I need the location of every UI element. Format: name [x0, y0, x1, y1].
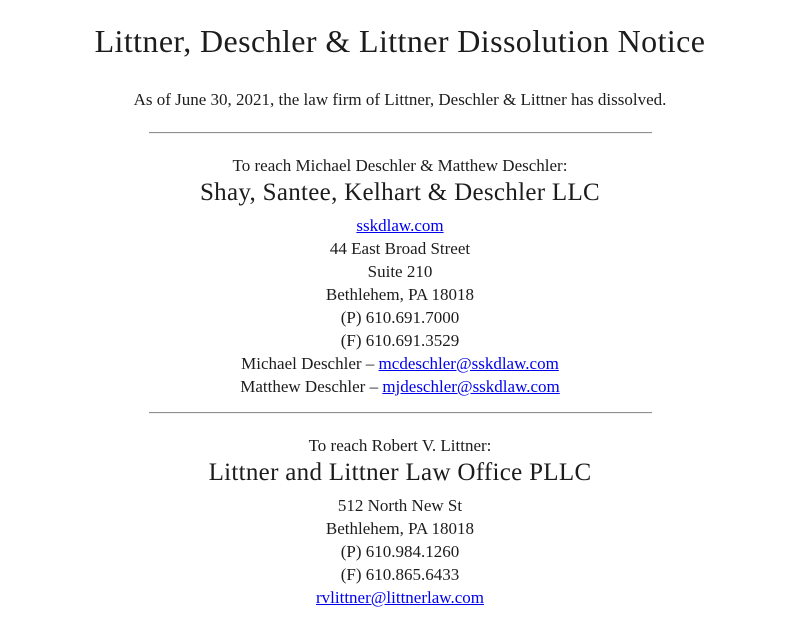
address-line: 512 North New St: [337, 496, 463, 515]
email-line: [0, 586, 800, 609]
fax-line: (F) 610.865.6433: [340, 565, 460, 584]
address-line: Bethlehem, PA 18018: [325, 285, 475, 304]
contact-email-link[interactable]: mcdeschler@sskdlaw.com: [378, 354, 559, 373]
address-line: 44 East Broad Street: [329, 239, 471, 258]
section-littner-firm: [0, 434, 800, 609]
contact-name: Michael Deschler: [241, 354, 362, 373]
contact-row: [0, 352, 800, 375]
address-line: Suite 210: [367, 262, 433, 281]
phone-line: (P) 610.984.1260: [340, 542, 460, 561]
address-line: Bethlehem, PA 18018: [325, 519, 475, 538]
contact-email-link[interactable]: mjdeschler@sskdlaw.com: [382, 377, 560, 396]
website-line: [0, 214, 800, 237]
fax-line: (F) 610.691.3529: [340, 331, 460, 350]
email-link[interactable]: rvlittner@littnerlaw.com: [316, 588, 484, 607]
section-intro: To reach Michael Deschler & Matthew Deschler:: [232, 156, 568, 175]
contact-separator: –: [361, 354, 379, 373]
page-subtitle: As of June 30, 2021, the law firm of Littner, Deschler & Littner has dissolved.: [133, 90, 667, 109]
contact-row: [0, 375, 800, 398]
section-deschler-firm: [0, 154, 800, 398]
contact-name: Matthew Deschler: [240, 377, 366, 396]
section-divider-bottom: [149, 412, 652, 414]
section-divider-top: [149, 132, 652, 134]
section-intro: To reach Robert V. Littner:: [308, 436, 492, 455]
website-link[interactable]: sskdlaw.com: [356, 216, 444, 235]
contact-separator: –: [365, 377, 383, 396]
contact-block: [0, 214, 800, 398]
contact-block: [0, 494, 800, 609]
firm-name: Littner and Littner Law Office PLLC: [208, 459, 592, 486]
firm-name: Shay, Santee, Kelhart & Deschler LLC: [199, 179, 601, 206]
phone-line: (P) 610.691.7000: [340, 308, 460, 327]
page-title: Littner, Deschler & Littner Dissolution Notice: [94, 23, 706, 59]
